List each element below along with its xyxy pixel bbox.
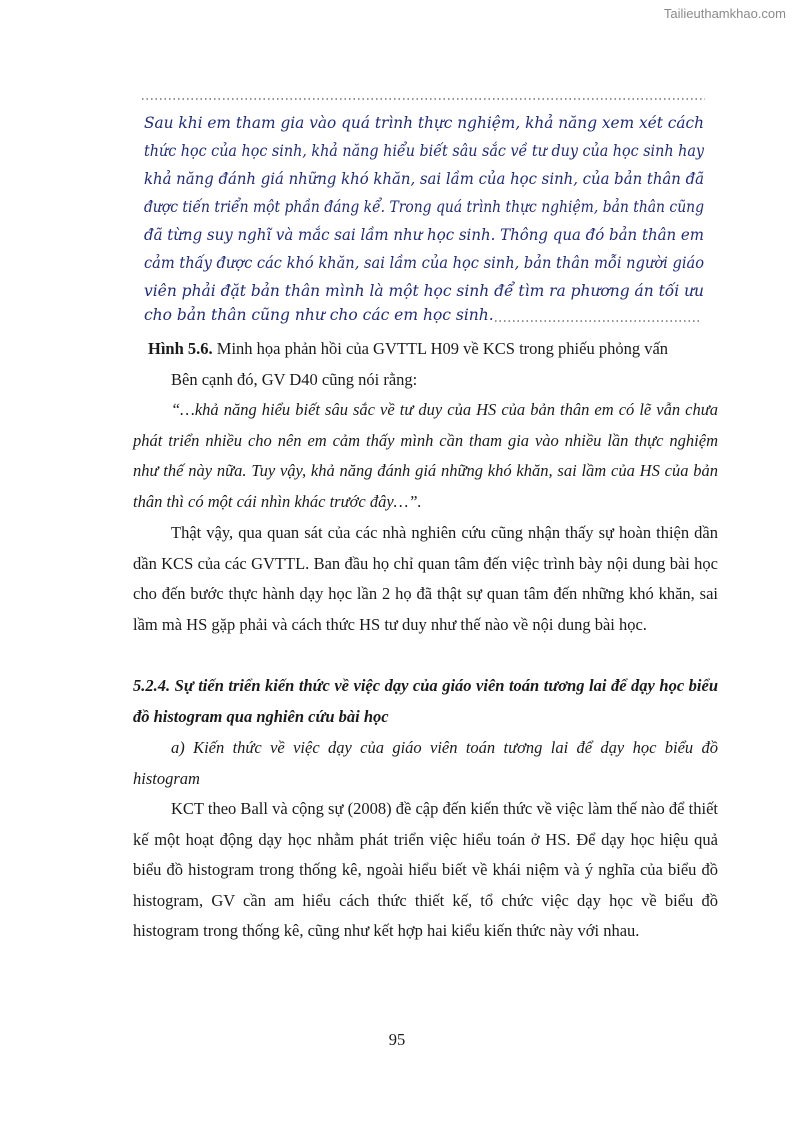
figure-caption-label: Hình 5.6.: [148, 339, 213, 358]
observation-paragraph: Thật vậy, qua quan sát của các nhà nghiên cứu cũng nhận thấy sự hoàn thiện dần dần KCS của các GVTTL. Ban đầu họ chỉ quan tâm đến việc trình bày nội dung bài học cho đến bước thực hành dạy học lần 2 họ đã thật sự quan tâm đến những khó khăn, sai lầm mà HS gặp phải và cách thức HS tư duy như thế nào về nội dung bài học.: [133, 523, 718, 634]
intro-paragraph: Bên cạnh đó, GV D40 cũng nói rằng:: [171, 370, 418, 389]
handwritten-scan: [140, 92, 710, 328]
handwriting-line: cho bản thân cũng như cho các em học sinh.: [144, 306, 494, 324]
kct-paragraph: KCT theo Ball và cộng sự (2008) đề cập đến kiến thức về việc làm thế nào để thiết kế một hoạt động dạy học nhằm phát triển việc hiểu toán ở HS. Để dạy học hiệu quả biểu đồ histogram trong thống kê, ngoài hiểu biết về khái niệm và ý nghĩa của biểu đồ histogram, GV cần am hiểu cách thức thiết kế, tổ chức việc dạy học về biểu đồ histogram trong thống kê, cũng như kết hợp hai kiểu kiến thức này với nhau.: [133, 799, 718, 941]
handwriting-line: đã từng suy nghĩ và mắc sai lầm như học sinh. Thông qua đó bản thân em: [144, 226, 704, 244]
handwriting-line: thức học của học sinh, khả năng hiểu biết sâu sắc về tư duy của học sinh hay: [144, 142, 705, 160]
figure-caption: [148, 338, 668, 360]
page-number: 95: [388, 1030, 406, 1049]
handwriting-line: được tiến triển một phần đáng kể. Trong quá trình thực nghiệm, bản thân cũng: [144, 198, 705, 216]
handwritten-response-figure: [140, 92, 710, 328]
handwriting-line: Sau khi em tham gia vào quá trình thực nghiệm, khả năng xem xét cách: [144, 114, 704, 132]
handwriting-line: viên phải đặt bản thân mình là một học sinh để tìm ra phương án tối ưu: [144, 282, 704, 300]
handwriting-line: cảm thấy được các khó khăn, sai lầm của học sinh, bản thân mỗi người giáo: [144, 254, 704, 272]
section-heading: 5.2.4. Sự tiến triển kiến thức về việc dạy của giáo viên toán tương lai để dạy học biểu đồ histogram qua nghiên cứu bài học: [133, 676, 718, 726]
subsection-heading: a) Kiến thức về việc dạy của giáo viên toán tương lai để dạy học biểu đồ histogram: [133, 738, 718, 788]
handwriting-line: khả năng đánh giá những khó khăn, sai lầm của học sinh, của bản thân đã: [144, 170, 704, 188]
interview-quote: “…khả năng hiểu biết sâu sắc về tư duy của HS của bản thân em có lẽ vẫn chưa phát triển nhiều cho nên em cảm thấy mình cần tham gia vào nhiều lần thực nghiệm như thế này nữa. Tuy vậy, khả năng đánh giá những khó khăn, sai lầm của HS của bản thân thì có một cái nhìn khác trước đây…”.: [133, 400, 718, 511]
figure-caption-text: Minh họa phản hồi của GVTTL H09 về KCS trong phiếu phỏng vấn: [212, 339, 669, 358]
watermark: Tailieuthamkhao.com: [663, 6, 786, 21]
